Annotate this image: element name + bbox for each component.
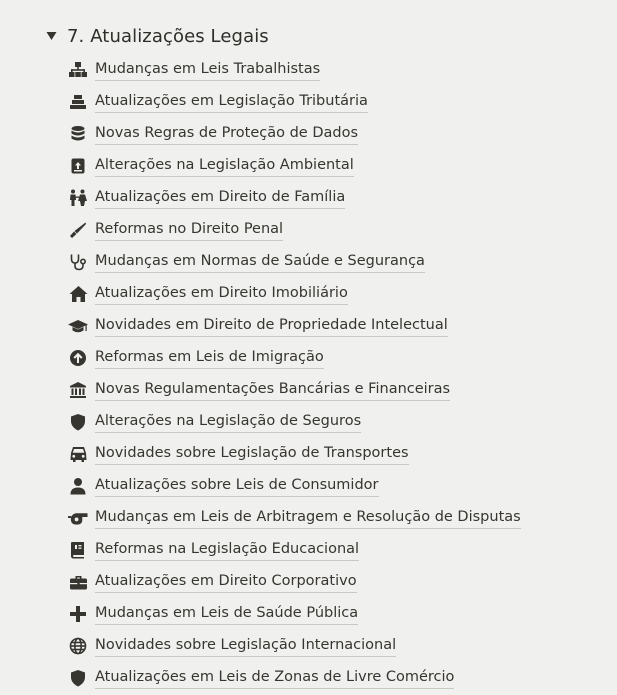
knife-icon bbox=[68, 220, 88, 240]
item-link[interactable]: Novidades sobre Legislação de Transportes bbox=[95, 444, 409, 465]
item-link[interactable]: Reformas na Legislação Educacional bbox=[95, 540, 359, 561]
list-item bbox=[68, 630, 521, 662]
item-link[interactable]: Novidades em Direito de Propriedade Intelectual bbox=[95, 316, 448, 337]
item-link[interactable]: Atualizações em Direito de Família bbox=[95, 188, 345, 209]
list-item bbox=[68, 310, 521, 342]
item-link[interactable]: Atualizações em Leis de Zonas de Livre Comércio bbox=[95, 668, 454, 689]
updates-list bbox=[68, 54, 521, 694]
arrow-up-circle-icon bbox=[68, 348, 88, 368]
sitemap-icon bbox=[68, 60, 88, 80]
house-icon bbox=[68, 284, 88, 304]
triangle-down-icon bbox=[46, 31, 57, 41]
list-item bbox=[68, 182, 521, 214]
list-item bbox=[68, 278, 521, 310]
plus-icon bbox=[68, 604, 88, 624]
list-item bbox=[68, 150, 521, 182]
list-item bbox=[68, 118, 521, 150]
item-link[interactable]: Atualizações em Direito Corporativo bbox=[95, 572, 357, 593]
cash-register-icon bbox=[68, 92, 88, 112]
list-item bbox=[68, 214, 521, 246]
section-title: 7. Atualizações Legais bbox=[67, 25, 269, 47]
item-link[interactable]: Alterações na Legislação de Seguros bbox=[95, 412, 361, 433]
car-icon bbox=[68, 444, 88, 464]
list-item bbox=[68, 598, 521, 630]
user-icon bbox=[68, 476, 88, 496]
graduation-cap-icon bbox=[68, 316, 88, 336]
item-link[interactable]: Atualizações sobre Leis de Consumidor bbox=[95, 476, 379, 497]
item-link[interactable]: Mudanças em Normas de Saúde e Segurança bbox=[95, 252, 425, 273]
list-item bbox=[68, 342, 521, 374]
item-link[interactable]: Reformas no Direito Penal bbox=[95, 220, 283, 241]
item-link[interactable]: Atualizações em Direito Imobiliário bbox=[95, 284, 348, 305]
item-link[interactable]: Mudanças em Leis de Arbitragem e Resolução de Disputas bbox=[95, 508, 521, 529]
recycle-box-icon bbox=[68, 156, 88, 176]
whistle-icon bbox=[68, 508, 88, 528]
item-link[interactable]: Mudanças em Leis Trabalhistas bbox=[95, 60, 320, 81]
bank-icon bbox=[68, 380, 88, 400]
stethoscope-icon bbox=[68, 252, 88, 272]
list-item bbox=[68, 438, 521, 470]
list-item bbox=[68, 54, 521, 86]
list-item bbox=[68, 406, 521, 438]
item-link[interactable]: Atualizações em Legislação Tributária bbox=[95, 92, 368, 113]
shield-icon bbox=[68, 668, 88, 688]
briefcase-icon bbox=[68, 572, 88, 592]
item-link[interactable]: Mudanças em Leis de Saúde Pública bbox=[95, 604, 358, 625]
collapse-toggle[interactable] bbox=[44, 29, 58, 43]
shield-icon bbox=[68, 412, 88, 432]
item-link[interactable]: Novas Regulamentações Bancárias e Financeiras bbox=[95, 380, 450, 401]
list-item bbox=[68, 662, 521, 694]
list-item bbox=[68, 502, 521, 534]
item-link[interactable]: Novidades sobre Legislação Internacional bbox=[95, 636, 396, 657]
family-icon bbox=[68, 188, 88, 208]
globe-icon bbox=[68, 636, 88, 656]
section-header bbox=[44, 22, 269, 50]
list-item bbox=[68, 470, 521, 502]
item-link[interactable]: Reformas em Leis de Imigração bbox=[95, 348, 324, 369]
list-item bbox=[68, 374, 521, 406]
item-link[interactable]: Novas Regras de Proteção de Dados bbox=[95, 124, 358, 145]
book-icon bbox=[68, 540, 88, 560]
list-item bbox=[68, 246, 521, 278]
item-link[interactable]: Alterações na Legislação Ambiental bbox=[95, 156, 354, 177]
list-item bbox=[68, 566, 521, 598]
list-item bbox=[68, 534, 521, 566]
list-item bbox=[68, 86, 521, 118]
database-icon bbox=[68, 124, 88, 144]
